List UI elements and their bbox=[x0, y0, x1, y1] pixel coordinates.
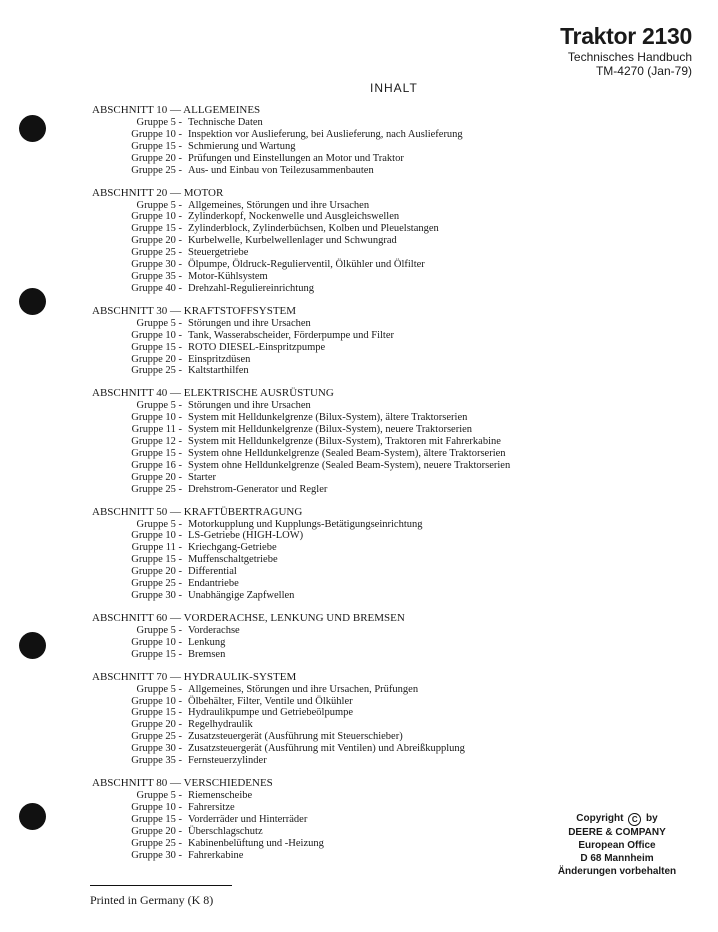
toc-group-entry bbox=[92, 637, 562, 649]
group-label: Gruppe 5 - bbox=[136, 199, 182, 211]
toc-group-entry bbox=[92, 826, 562, 838]
group-title: Fahrersitze bbox=[188, 801, 235, 813]
group-title: Vorderräder und Hinterräder bbox=[188, 813, 308, 825]
company-name: DEERE & COMPANY bbox=[568, 827, 666, 838]
group-title: Riemenscheibe bbox=[188, 789, 253, 801]
document-title: Traktor 2130 bbox=[560, 23, 692, 49]
toc-section bbox=[92, 104, 562, 177]
change-notice: Änderungen vorbehalten bbox=[557, 866, 677, 877]
toc-group-entry bbox=[92, 460, 562, 472]
group-label: Gruppe 20 - bbox=[131, 353, 182, 365]
toc-group-entry bbox=[92, 731, 562, 743]
group-title: Kurbelwelle, Kurbelwellenlager und Schwungrad bbox=[188, 235, 397, 247]
group-label: Gruppe 15 - bbox=[131, 813, 182, 825]
toc-group-entry bbox=[92, 542, 562, 554]
company-city: D 68 Mannheim bbox=[580, 853, 654, 864]
toc-group-entry bbox=[92, 566, 562, 578]
toc-section bbox=[92, 671, 562, 767]
group-label: Gruppe 10 - bbox=[131, 412, 182, 424]
toc-group-entry bbox=[92, 271, 562, 283]
group-title: Kriechgang-Getriebe bbox=[188, 542, 277, 554]
toc-group-entry bbox=[92, 200, 562, 212]
group-label: Gruppe 15 - bbox=[131, 554, 182, 566]
group-label: Gruppe 10 - bbox=[131, 801, 182, 813]
group-label: Gruppe 5 - bbox=[136, 789, 182, 801]
group-label: Gruppe 5 - bbox=[136, 317, 182, 329]
toc-group-entry bbox=[92, 684, 562, 696]
group-title: Zusatzsteuergerät (Ausführung mit Ventilen) und Abreißkupplung bbox=[188, 743, 465, 755]
punch-hole bbox=[19, 288, 46, 315]
group-title: LS-Getriebe (HIGH-LOW) bbox=[188, 530, 304, 542]
group-title: Bremsen bbox=[188, 648, 226, 660]
group-label: Gruppe 10 - bbox=[131, 695, 182, 707]
manual-id: TM-4270 (Jan-79) bbox=[595, 64, 692, 78]
toc-section bbox=[92, 187, 562, 295]
toc-group-entry bbox=[92, 590, 562, 602]
group-label: Gruppe 35 - bbox=[131, 755, 182, 767]
table-of-contents bbox=[92, 104, 562, 871]
group-title: Motor-Kühlsystem bbox=[188, 270, 268, 282]
group-label: Gruppe 10 - bbox=[131, 128, 182, 140]
group-label: Gruppe 11 - bbox=[131, 542, 182, 554]
group-title: Zylinderkopf, Nockenwelle und Ausgleichswellen bbox=[188, 211, 400, 223]
toc-section bbox=[92, 612, 562, 661]
group-label: Gruppe 25 - bbox=[131, 837, 182, 849]
copyright-icon: C bbox=[628, 813, 641, 826]
group-label: Gruppe 15 - bbox=[131, 707, 182, 719]
toc-group-entry bbox=[92, 365, 562, 377]
toc-group-entry bbox=[92, 707, 562, 719]
punch-hole bbox=[19, 115, 46, 142]
group-label: Gruppe 30 - bbox=[131, 590, 182, 601]
toc-group-entry bbox=[92, 719, 562, 731]
group-label: Gruppe 20 - bbox=[131, 566, 182, 578]
document-subtitle: Technisches Handbuch bbox=[567, 50, 692, 64]
group-title: System ohne Helldunkelgrenze (Sealed Beam-System), ältere Traktorserien bbox=[188, 447, 506, 459]
group-label: Gruppe 5 - bbox=[136, 683, 182, 695]
group-label: Gruppe 15 - bbox=[131, 140, 182, 152]
toc-group-entry bbox=[92, 400, 562, 412]
group-title: Regelhydraulik bbox=[188, 719, 253, 731]
company-office: European Office bbox=[578, 840, 656, 851]
group-title: Kaltstarthilfen bbox=[188, 365, 249, 377]
copyright-text: Copyright bbox=[576, 813, 624, 824]
toc-group-entry bbox=[92, 259, 562, 271]
group-label: Gruppe 15 - bbox=[131, 223, 182, 235]
group-title: Vorderachse bbox=[188, 624, 240, 636]
group-title: Einspritzdüsen bbox=[188, 353, 251, 365]
toc-group-entry bbox=[92, 743, 562, 755]
group-label: Gruppe 15 - bbox=[131, 648, 182, 660]
group-label: Gruppe 5 - bbox=[136, 400, 182, 412]
copyright-by: by bbox=[646, 813, 658, 824]
toc-group-entry bbox=[92, 342, 562, 354]
toc-group-entry bbox=[92, 484, 562, 496]
toc-group-entry bbox=[92, 625, 562, 637]
toc-group-entry bbox=[92, 141, 562, 153]
punch-hole bbox=[19, 803, 46, 830]
group-label: Gruppe 40 - bbox=[131, 282, 182, 294]
group-title: Hydraulikpumpe und Getriebeölpumpe bbox=[188, 707, 354, 719]
toc-group-entry bbox=[92, 412, 562, 424]
group-label: Gruppe 30 - bbox=[131, 849, 182, 861]
toc-group-entry bbox=[92, 814, 562, 826]
group-label: Gruppe 25 - bbox=[131, 247, 182, 259]
group-label: Gruppe 5 - bbox=[136, 518, 182, 530]
toc-heading: INHALT bbox=[370, 81, 418, 95]
toc-group-entry bbox=[92, 850, 562, 862]
group-title: Lenkung bbox=[188, 636, 226, 648]
toc-section bbox=[92, 506, 562, 602]
group-title: System mit Helldunkelgrenze (Bilux-System), neuere Traktorserien bbox=[188, 424, 473, 436]
toc-group-entry bbox=[92, 354, 562, 366]
group-title: Allgemeines, Störungen und ihre Ursachen, Prüfungen bbox=[188, 683, 419, 695]
toc-group-entry bbox=[92, 223, 562, 235]
group-title: Fahrerkabine bbox=[188, 849, 244, 861]
copyright-line bbox=[542, 812, 692, 826]
punch-hole bbox=[19, 632, 46, 659]
group-title: System ohne Helldunkelgrenze (Sealed Beam-System), neuere Traktorserien bbox=[188, 459, 511, 471]
toc-section bbox=[92, 777, 562, 861]
toc-section bbox=[92, 305, 562, 378]
footer-divider bbox=[90, 885, 232, 886]
group-title: Differential bbox=[188, 566, 237, 578]
group-title: Störungen und ihre Ursachen bbox=[188, 317, 311, 329]
toc-group-entry bbox=[92, 330, 562, 342]
toc-group-entry bbox=[92, 211, 562, 223]
toc-group-entry bbox=[92, 530, 562, 542]
toc-group-entry bbox=[92, 283, 562, 295]
group-label: Gruppe 11 - bbox=[131, 424, 182, 436]
group-label: Gruppe 5 - bbox=[136, 624, 182, 636]
toc-group-entry bbox=[92, 554, 562, 566]
group-title: Zusatzsteuergerät (Ausführung mit Steuerschieber) bbox=[188, 731, 403, 743]
group-label: Gruppe 35 - bbox=[131, 270, 182, 282]
group-label: Gruppe 15 - bbox=[131, 447, 182, 459]
group-title: Technische Daten bbox=[188, 117, 263, 128]
group-title: System mit Helldunkelgrenze (Bilux-System), ältere Traktorserien bbox=[188, 412, 468, 424]
toc-group-entry bbox=[92, 117, 562, 129]
group-label: Gruppe 20 - bbox=[131, 235, 182, 247]
toc-group-entry bbox=[92, 436, 562, 448]
group-label: Gruppe 20 - bbox=[131, 719, 182, 731]
group-label: Gruppe 25 - bbox=[131, 365, 182, 377]
toc-group-entry bbox=[92, 649, 562, 661]
group-label: Gruppe 10 - bbox=[131, 636, 182, 648]
group-label: Gruppe 15 - bbox=[131, 341, 182, 353]
toc-section bbox=[92, 387, 562, 495]
group-title: Muffenschaltgetriebe bbox=[188, 554, 278, 566]
group-title: Starter bbox=[188, 471, 216, 483]
toc-group-entry bbox=[92, 318, 562, 330]
title-block bbox=[560, 22, 692, 78]
group-title: Drehzahl-Reguliereinrichtung bbox=[188, 282, 314, 294]
group-label: Gruppe 25 - bbox=[131, 483, 182, 495]
group-label: Gruppe 25 - bbox=[131, 731, 182, 743]
group-title: Fernsteuerzylinder bbox=[188, 755, 267, 767]
section-heading: ABSCHNITT 70 — HYDRAULIK-SYSTEM bbox=[92, 670, 297, 683]
toc-group-entry bbox=[92, 802, 562, 814]
group-label: Gruppe 12 - bbox=[131, 436, 182, 448]
group-title: Motorkupplung und Kupplungs-Betätigungseinrichtung bbox=[188, 518, 423, 530]
toc-group-entry bbox=[92, 472, 562, 484]
group-label: Gruppe 20 - bbox=[131, 471, 182, 483]
toc-group-entry bbox=[92, 247, 562, 259]
group-title: Störungen und ihre Ursachen bbox=[188, 400, 311, 412]
group-label: Gruppe 30 - bbox=[131, 743, 182, 755]
copyright-block bbox=[542, 812, 692, 878]
group-title: Ölpumpe, Öldruck-Regulierventil, Ölkühler und Ölfilter bbox=[188, 259, 425, 271]
group-label: Gruppe 10 - bbox=[131, 530, 182, 542]
group-label: Gruppe 5 - bbox=[136, 117, 182, 128]
group-title: Drehstrom-Generator und Regler bbox=[188, 483, 328, 495]
toc-group-entry bbox=[92, 448, 562, 460]
section-heading: ABSCHNITT 50 — KRAFTÜBERTRAGUNG bbox=[92, 505, 303, 518]
toc-group-entry bbox=[92, 129, 562, 141]
group-title: Überschlagschutz bbox=[188, 825, 263, 837]
section-heading: ABSCHNITT 20 — MOTOR bbox=[92, 186, 224, 199]
toc-group-entry bbox=[92, 790, 562, 802]
toc-group-entry bbox=[92, 838, 562, 850]
group-label: Gruppe 10 - bbox=[131, 211, 182, 223]
section-heading: ABSCHNITT 60 — VORDERACHSE, LENKUNG UND BREMSEN bbox=[92, 611, 405, 624]
toc-group-entry bbox=[92, 153, 562, 165]
section-heading: ABSCHNITT 30 — KRAFTSTOFFSYSTEM bbox=[92, 304, 297, 317]
group-label: Gruppe 25 - bbox=[131, 578, 182, 590]
group-title: ROTO DIESEL-Einspritzpumpe bbox=[188, 341, 326, 353]
toc-group-entry bbox=[92, 578, 562, 590]
toc-group-entry bbox=[92, 165, 562, 177]
printed-note: Printed in Germany (K 8) bbox=[90, 893, 214, 907]
toc-group-entry bbox=[92, 519, 562, 531]
group-title: Ölbehälter, Filter, Ventile und Ölkühler bbox=[188, 695, 353, 707]
group-title: Zylinderblock, Zylinderbüchsen, Kolben und Pleuelstangen bbox=[188, 223, 439, 235]
group-title: Endantriebe bbox=[188, 578, 239, 590]
group-title: Aus- und Einbau von Teilezusammenbauten bbox=[188, 164, 374, 176]
toc-group-entry bbox=[92, 235, 562, 247]
group-label: Gruppe 30 - bbox=[131, 259, 182, 271]
group-title: Kabinenbelüftung und -Heizung bbox=[188, 837, 324, 849]
group-label: Gruppe 20 - bbox=[131, 825, 182, 837]
group-title: Allgemeines, Störungen und ihre Ursachen bbox=[188, 199, 370, 211]
group-title: Inspektion vor Auslieferung, bei Auslieferung, nach Auslieferung bbox=[188, 128, 463, 140]
group-label: Gruppe 20 - bbox=[131, 152, 182, 164]
group-label: Gruppe 10 - bbox=[131, 329, 182, 341]
toc-group-entry bbox=[92, 755, 562, 767]
group-title: Tank, Wasserabscheider, Förderpumpe und Filter bbox=[188, 329, 395, 341]
section-heading: ABSCHNITT 40 — ELEKTRISCHE AUSRÜSTUNG bbox=[92, 387, 334, 400]
group-title: Steuergetriebe bbox=[188, 247, 249, 259]
group-title: System mit Helldunkelgrenze (Bilux-System), Traktoren mit Fahrerkabine bbox=[188, 436, 501, 448]
group-title: Unabhängige Zapfwellen bbox=[188, 590, 295, 601]
section-heading: ABSCHNITT 10 — ALLGEMEINES bbox=[92, 104, 261, 116]
group-label: Gruppe 25 - bbox=[131, 164, 182, 176]
toc-group-entry bbox=[92, 424, 562, 436]
group-title: Schmierung und Wartung bbox=[188, 140, 296, 152]
group-label: Gruppe 16 - bbox=[131, 459, 182, 471]
group-title: Prüfungen und Einstellungen an Motor und Traktor bbox=[188, 152, 404, 164]
toc-group-entry bbox=[92, 696, 562, 708]
section-heading: ABSCHNITT 80 — VERSCHIEDENES bbox=[92, 776, 273, 789]
